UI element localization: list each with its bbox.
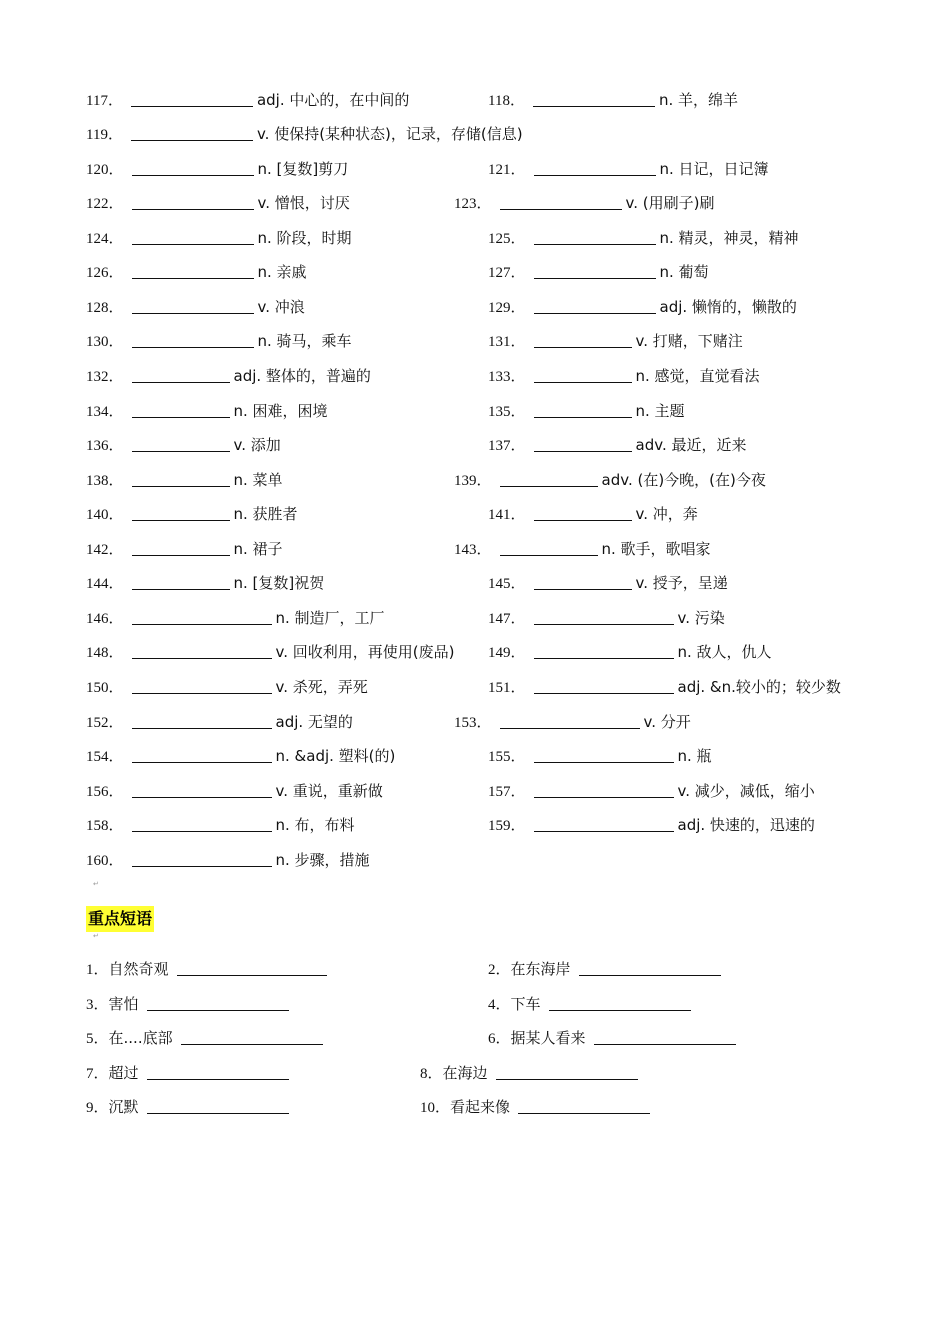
answer-blank[interactable]: [132, 575, 230, 590]
definition: v. 重说，重新做: [275, 782, 383, 800]
answer-blank[interactable]: [534, 437, 632, 452]
vocab-item: [86, 497, 298, 531]
item-number: 121．: [488, 162, 526, 178]
answer-blank[interactable]: [131, 92, 253, 107]
vocab-row: [0, 290, 950, 324]
phrase-item: [420, 1090, 654, 1124]
phrase-item: [86, 1021, 327, 1055]
vocab-item: [86, 83, 409, 117]
item-number: 3．: [86, 997, 109, 1013]
item-number: 135．: [488, 404, 526, 420]
item-number: 8．: [420, 1066, 443, 1082]
definition: adj. 中心的，在中间的: [256, 91, 410, 109]
definition: n. 制造厂，工厂: [275, 609, 385, 627]
vocab-item: [454, 532, 711, 566]
answer-blank[interactable]: [534, 817, 674, 832]
item-number: 2．: [488, 962, 511, 978]
answer-blank[interactable]: [132, 195, 254, 210]
vocab-row: [0, 186, 950, 220]
vocab-item: [488, 255, 709, 289]
item-number: 153．: [454, 715, 492, 731]
item-number: 9．: [86, 1100, 109, 1116]
vocab-row: [0, 532, 950, 566]
vocab-item: [488, 601, 725, 635]
answer-blank[interactable]: [534, 299, 656, 314]
answer-blank[interactable]: [579, 961, 721, 976]
item-number: 146．: [86, 611, 124, 627]
vocab-item: [86, 808, 355, 842]
vocab-item: [488, 428, 746, 462]
phrase-row: [0, 952, 950, 986]
vocab-item: [488, 394, 685, 428]
phrase-text: 在....底部: [108, 1029, 173, 1047]
vocab-item: [86, 670, 368, 704]
definition: n. 裙子: [233, 540, 283, 558]
answer-blank[interactable]: [534, 264, 656, 279]
vocab-row: [0, 497, 950, 531]
vocab-item: [86, 255, 307, 289]
vocab-row: [0, 117, 950, 151]
answer-blank[interactable]: [131, 126, 253, 141]
item-number: 154．: [86, 749, 124, 765]
vocab-row: [0, 635, 950, 669]
vocab-item: [488, 152, 769, 186]
answer-blank[interactable]: [132, 679, 272, 694]
vocab-row: [0, 670, 950, 704]
item-number: 130．: [86, 334, 124, 350]
answer-blank[interactable]: [132, 437, 230, 452]
vocab-item: [488, 566, 728, 600]
item-number: 119．: [86, 127, 123, 143]
phrase-text: 害怕: [108, 995, 139, 1013]
answer-blank[interactable]: [533, 92, 655, 107]
definition: v. 授予，呈递: [635, 574, 728, 592]
answer-blank[interactable]: [147, 996, 289, 1011]
vocab-item: [86, 152, 348, 186]
definition: n. 亲戚: [257, 263, 307, 281]
item-number: 123．: [454, 196, 492, 212]
phrase-text: 在东海岸: [510, 960, 571, 978]
answer-blank[interactable]: [500, 541, 598, 556]
definition: adj. 整体的，普遍的: [233, 367, 371, 385]
definition: v. 分开: [643, 713, 691, 731]
item-number: 118．: [488, 93, 525, 109]
definition: n. 感觉，直觉看法: [635, 367, 760, 385]
definition: n. 布，布料: [275, 816, 355, 834]
answer-blank[interactable]: [500, 714, 640, 729]
answer-blank[interactable]: [132, 472, 230, 487]
item-number: 156．: [86, 784, 124, 800]
definition: n. 羊，绵羊: [658, 91, 738, 109]
vocab-row: [0, 601, 950, 635]
definition: n. 日记，日记簿: [659, 160, 769, 178]
definition: v. 添加: [233, 436, 281, 454]
answer-blank[interactable]: [496, 1065, 638, 1080]
definition: v. 使保持(某种状态)，记录，存储(信息): [256, 125, 523, 143]
definition: n. 主题: [635, 402, 685, 420]
definition: n. 步骤，措施: [275, 851, 370, 869]
item-number: 145．: [488, 576, 526, 592]
answer-blank[interactable]: [147, 1099, 289, 1114]
item-number: 139．: [454, 473, 492, 489]
definition: adj. &n.较小的；较少数: [677, 678, 841, 696]
definition: n. &adj. 塑料(的): [275, 747, 396, 765]
vocab-item: [86, 463, 283, 497]
vocab-item: [488, 739, 712, 773]
vocab-item: [488, 324, 743, 358]
item-number: 148．: [86, 645, 124, 661]
vocab-item: [488, 670, 841, 704]
vocab-item: [488, 83, 738, 117]
phrase-item: [86, 1090, 293, 1124]
vocab-row: [0, 705, 950, 739]
answer-blank[interactable]: [132, 333, 254, 348]
vocab-item: [86, 843, 370, 877]
vocab-item: [86, 601, 385, 635]
answer-blank[interactable]: [534, 575, 632, 590]
answer-blank[interactable]: [132, 714, 272, 729]
phrase-text: 看起来像: [450, 1098, 511, 1116]
vocab-item: [86, 705, 353, 739]
item-number: 141．: [488, 507, 526, 523]
answer-blank[interactable]: [132, 817, 272, 832]
item-number: 157．: [488, 784, 526, 800]
item-number: 117．: [86, 93, 123, 109]
answer-blank[interactable]: [518, 1099, 650, 1114]
vocab-row: [0, 255, 950, 289]
definition: n. 瓶: [677, 747, 712, 765]
item-number: 158．: [86, 818, 124, 834]
answer-blank[interactable]: [500, 195, 622, 210]
vocab-item: [488, 635, 772, 669]
item-number: 147．: [488, 611, 526, 627]
item-number: 137．: [488, 438, 526, 454]
vocab-row: [0, 428, 950, 462]
item-number: 7．: [86, 1066, 109, 1082]
item-number: 10．: [420, 1100, 451, 1116]
definition: n. 敌人，仇人: [677, 643, 772, 661]
vocab-item: [86, 635, 454, 669]
answer-blank[interactable]: [132, 161, 254, 176]
answer-blank[interactable]: [534, 230, 656, 245]
item-number: 149．: [488, 645, 526, 661]
item-number: 134．: [86, 404, 124, 420]
phrase-row: [0, 1021, 950, 1055]
answer-blank[interactable]: [132, 541, 230, 556]
vocab-item: [86, 532, 283, 566]
item-number: 138．: [86, 473, 124, 489]
answer-blank[interactable]: [534, 368, 632, 383]
item-number: 140．: [86, 507, 124, 523]
answer-blank[interactable]: [147, 1065, 289, 1080]
vocab-item: [488, 497, 698, 531]
vocab-item: [86, 117, 523, 151]
vocab-row: [0, 843, 950, 877]
answer-blank[interactable]: [132, 644, 272, 659]
vocab-row: [0, 221, 950, 255]
item-number: 5．: [86, 1031, 109, 1047]
item-number: 131．: [488, 334, 526, 350]
vocab-item: [488, 290, 797, 324]
answer-blank[interactable]: [132, 610, 272, 625]
answer-blank[interactable]: [534, 506, 632, 521]
answer-blank[interactable]: [534, 748, 674, 763]
vocab-row: [0, 739, 950, 773]
definition: n. 精灵，神灵，精神: [659, 229, 799, 247]
item-number: 142．: [86, 542, 124, 558]
item-number: 136．: [86, 438, 124, 454]
vocab-item: [488, 808, 815, 842]
definition: adj. 懒惰的，懒散的: [659, 298, 797, 316]
item-number: 133．: [488, 369, 526, 385]
item-number: 124．: [86, 231, 124, 247]
answer-blank[interactable]: [132, 264, 254, 279]
phrase-item: [86, 987, 293, 1021]
answer-blank[interactable]: [132, 368, 230, 383]
vocab-item: [488, 359, 760, 393]
vocab-item: [86, 186, 350, 220]
vocab-item: [86, 324, 352, 358]
answer-blank[interactable]: [132, 852, 272, 867]
answer-blank[interactable]: [534, 783, 674, 798]
answer-blank[interactable]: [132, 748, 272, 763]
phrase-text: 超过: [108, 1064, 139, 1082]
vocab-item: [86, 774, 383, 808]
vocab-item: [488, 774, 815, 808]
vocab-item: [454, 463, 766, 497]
vocab-item: [454, 186, 714, 220]
phrase-item: [488, 987, 695, 1021]
item-number: 152．: [86, 715, 124, 731]
definition: v. 冲浪: [257, 298, 305, 316]
vocab-row: [0, 394, 950, 428]
item-number: 129．: [488, 300, 526, 316]
vocab-row: [0, 808, 950, 842]
answer-blank[interactable]: [181, 1030, 323, 1045]
paragraph-mark-icon: ↵: [93, 932, 99, 940]
definition: n. 葡萄: [659, 263, 709, 281]
answer-blank[interactable]: [177, 961, 327, 976]
vocab-item: [86, 221, 352, 255]
vocab-row: [0, 83, 950, 117]
phrase-item: [420, 1056, 642, 1090]
item-number: 120．: [86, 162, 124, 178]
definition: n. 阶段，时期: [257, 229, 352, 247]
item-number: 150．: [86, 680, 124, 696]
phrase-row: [0, 1090, 950, 1124]
item-number: 155．: [488, 749, 526, 765]
answer-blank[interactable]: [534, 403, 632, 418]
item-number: 125．: [488, 231, 526, 247]
vocab-item: [86, 290, 305, 324]
phrase-item: [86, 952, 331, 986]
definition: v. 减少，减低，缩小: [677, 782, 815, 800]
paragraph-mark-icon: ↵: [93, 880, 99, 888]
answer-blank[interactable]: [549, 996, 691, 1011]
definition: v. 打赌，下赌注: [635, 332, 743, 350]
vocab-row: [0, 324, 950, 358]
item-number: 132．: [86, 369, 124, 385]
vocab-item: [86, 359, 371, 393]
definition: v. 杀死，弄死: [275, 678, 368, 696]
answer-blank[interactable]: [132, 299, 254, 314]
definition: n. [复数]剪刀: [257, 160, 349, 178]
answer-blank[interactable]: [132, 783, 272, 798]
phrase-text: 自然奇观: [108, 960, 169, 978]
phrase-item: [86, 1056, 293, 1090]
definition: v. 冲，奔: [635, 505, 698, 523]
item-number: 122．: [86, 196, 124, 212]
vocab-row: [0, 359, 950, 393]
vocab-item: [488, 221, 799, 255]
answer-blank[interactable]: [132, 230, 254, 245]
answer-blank[interactable]: [500, 472, 598, 487]
vocab-row: [0, 463, 950, 497]
item-number: 160．: [86, 853, 124, 869]
phrase-item: [488, 1021, 740, 1055]
definition: n. 菜单: [233, 471, 283, 489]
vocab-item: [454, 705, 691, 739]
section-title: 重点短语: [86, 906, 154, 932]
answer-blank[interactable]: [132, 506, 230, 521]
definition: adv. 最近，近来: [635, 436, 747, 454]
item-number: 126．: [86, 265, 124, 281]
vocab-item: [86, 566, 324, 600]
item-number: 144．: [86, 576, 124, 592]
phrase-text: 下车: [510, 995, 541, 1013]
definition: adv. (在)今晚，(在)今夜: [601, 471, 766, 489]
definition: n. 获胜者: [233, 505, 298, 523]
definition: v. 憎恨，讨厌: [257, 194, 350, 212]
vocab-row: [0, 774, 950, 808]
item-number: 128．: [86, 300, 124, 316]
phrase-item: [488, 952, 725, 986]
vocab-row: [0, 152, 950, 186]
definition: v. (用刷子)刷: [625, 194, 715, 212]
answer-blank[interactable]: [534, 333, 632, 348]
answer-blank[interactable]: [534, 161, 656, 176]
answer-blank[interactable]: [534, 679, 674, 694]
vocab-item: [86, 394, 328, 428]
definition: v. 回收利用，再使用(废品): [275, 643, 455, 661]
item-number: 4．: [488, 997, 511, 1013]
vocab-item: [86, 739, 395, 773]
definition: n. 歌手，歌唱家: [601, 540, 711, 558]
phrase-text: 在海边: [442, 1064, 488, 1082]
answer-blank[interactable]: [132, 403, 230, 418]
item-number: 151．: [488, 680, 526, 696]
vocab-row: [0, 566, 950, 600]
phrase-row: [0, 987, 950, 1021]
vocab-item: [86, 428, 281, 462]
definition: v. 污染: [677, 609, 725, 627]
item-number: 6．: [488, 1031, 511, 1047]
item-number: 127．: [488, 265, 526, 281]
item-number: 159．: [488, 818, 526, 834]
phrase-text: 据某人看来: [510, 1029, 586, 1047]
definition: n. 困难，困境: [233, 402, 328, 420]
answer-blank[interactable]: [534, 644, 674, 659]
definition: n. [复数]祝贺: [233, 574, 325, 592]
item-number: 1．: [86, 962, 109, 978]
item-number: 143．: [454, 542, 492, 558]
definition: adj. 无望的: [275, 713, 353, 731]
phrase-row: [0, 1056, 950, 1090]
answer-blank[interactable]: [594, 1030, 736, 1045]
definition: adj. 快速的，迅速的: [677, 816, 815, 834]
definition: n. 骑马，乘车: [257, 332, 352, 350]
answer-blank[interactable]: [534, 610, 674, 625]
phrase-text: 沉默: [108, 1098, 139, 1116]
